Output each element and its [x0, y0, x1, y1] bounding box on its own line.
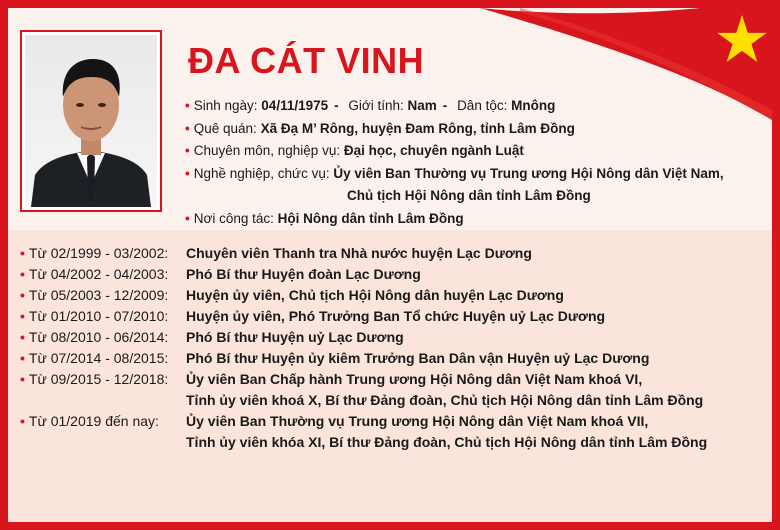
career-role	[186, 243, 532, 264]
dob-label: Sinh ngày:	[193, 98, 258, 113]
career-row	[20, 264, 707, 285]
career-period	[20, 327, 186, 348]
career-role-line: Huyện ủy viên, Phó Trưởng Ban Tổ chức Huyện uỷ Lạc Dương	[186, 308, 606, 324]
career-role-line: Phó Bí thư Huyện đoàn Lạc Dương	[186, 266, 421, 282]
career-period	[20, 411, 186, 453]
career-role-line: Ủy viên Ban Chấp hành Trung ương Hội Nông dân Việt Nam khoá VI,	[186, 371, 643, 387]
bullet-icon: •	[20, 371, 25, 387]
gender-value: Nam	[407, 98, 437, 113]
career-role-line: Chuyên viên Thanh tra Nhà nước huyện Lạc Dương	[186, 245, 532, 261]
gender-label: Giới tính:	[348, 98, 404, 113]
info-row-position-continued	[185, 185, 724, 208]
career-role	[186, 327, 404, 348]
bullet-icon: •	[185, 120, 190, 136]
bullet-icon: •	[20, 350, 25, 366]
portrait-photo	[25, 35, 157, 207]
separator: -	[442, 98, 448, 113]
separator: -	[334, 98, 339, 113]
career-period-text: Từ 02/1999 - 03/2002:	[28, 245, 169, 261]
ethnicity-value: Mnông	[511, 98, 556, 113]
career-row	[20, 285, 707, 306]
info-row-hometown	[185, 118, 724, 141]
career-row	[20, 348, 707, 369]
portrait-frame	[20, 30, 162, 212]
career-role	[186, 369, 703, 411]
career-role-line: Huyện ủy viên, Chủ tịch Hội Nông dân huyện Lạc Dương	[186, 287, 564, 303]
career-period	[20, 243, 186, 264]
bullet-icon: •	[185, 143, 190, 158]
career-period-text: Từ 01/2010 - 07/2010:	[28, 308, 169, 324]
career-row	[20, 411, 707, 453]
career-row	[20, 243, 707, 264]
career-role-line: Tỉnh ủy viên khóa XI, Bí thư Đảng đoàn, Chủ tịch Hội Nông dân tỉnh Lâm Đồng	[186, 434, 708, 450]
bullet-icon: •	[20, 329, 25, 345]
info-row-education	[185, 140, 724, 163]
career-row	[20, 369, 707, 411]
personal-info	[185, 95, 724, 230]
position-value-line2: Chủ tịch Hội Nông dân tỉnh Lâm Đồng	[347, 188, 591, 203]
career-period-text: Từ 04/2002 - 04/2003:	[28, 266, 169, 282]
career-timeline	[20, 243, 707, 453]
workplace-value: Hội Nông dân tỉnh Lâm Đồng	[277, 210, 464, 226]
career-role	[186, 285, 564, 306]
career-period-text: Từ 01/2019 đến nay:	[28, 413, 159, 429]
career-period-text: Từ 09/2015 - 12/2018:	[28, 371, 169, 387]
dob-value: 04/11/1975	[261, 98, 329, 113]
position-value-line1: Ủy viên Ban Thường vụ Trung ương Hội Nông dân Việt Nam,	[333, 165, 724, 181]
bullet-icon: •	[20, 413, 25, 429]
position-label: Nghề nghiệp, chức vụ:	[193, 165, 330, 181]
info-row-workplace	[185, 208, 724, 231]
hometown-label: Quê quán:	[193, 120, 257, 136]
career-role	[186, 264, 421, 285]
career-role-line: Phó Bí thư Huyện uỷ Lạc Dương	[186, 329, 404, 345]
career-role-line: Phó Bí thư Huyện ủy kiêm Trưởng Ban Dân vận Huyện uỷ Lạc Dương	[186, 350, 650, 366]
career-role	[186, 306, 605, 327]
ethnicity-label: Dân tộc:	[457, 98, 508, 113]
career-row	[20, 327, 707, 348]
career-row	[20, 306, 707, 327]
career-role	[186, 411, 707, 453]
bullet-icon: •	[20, 287, 25, 303]
career-role-line: Ủy viên Ban Thường vụ Trung ương Hội Nông dân Việt Nam khoá VII,	[186, 413, 649, 429]
career-period	[20, 264, 186, 285]
career-role-line: Tỉnh ủy viên khoá X, Bí thư Đảng đoàn, Chủ tịch Hội Nông dân tỉnh Lâm Đồng	[186, 392, 704, 408]
bullet-icon: •	[185, 165, 190, 181]
career-period	[20, 306, 186, 327]
bullet-icon: •	[185, 210, 190, 226]
bullet-icon: •	[20, 308, 25, 324]
career-role	[186, 348, 649, 369]
info-row-dob	[185, 95, 724, 118]
career-period	[20, 369, 186, 411]
bullet-icon: •	[20, 245, 25, 261]
education-value: Đại học, chuyên ngành Luật	[343, 143, 524, 158]
hometown-value: Xã Đạ M’ Rông, huyện Đam Rông, tỉnh Lâm Đồng	[260, 120, 575, 136]
career-period-text: Từ 05/2003 - 12/2009:	[28, 287, 169, 303]
career-period	[20, 285, 186, 306]
workplace-label: Nơi công tác:	[193, 210, 274, 226]
education-label: Chuyên môn, nghiệp vụ:	[193, 143, 341, 158]
career-period-text: Từ 07/2014 - 08/2015:	[28, 350, 169, 366]
career-period-text: Từ 08/2010 - 06/2014:	[28, 329, 169, 345]
info-row-position	[185, 163, 724, 186]
bullet-icon: •	[20, 266, 25, 282]
bullet-icon: •	[185, 98, 190, 113]
person-name: ĐA CÁT VINH	[188, 40, 425, 81]
career-period	[20, 348, 186, 369]
